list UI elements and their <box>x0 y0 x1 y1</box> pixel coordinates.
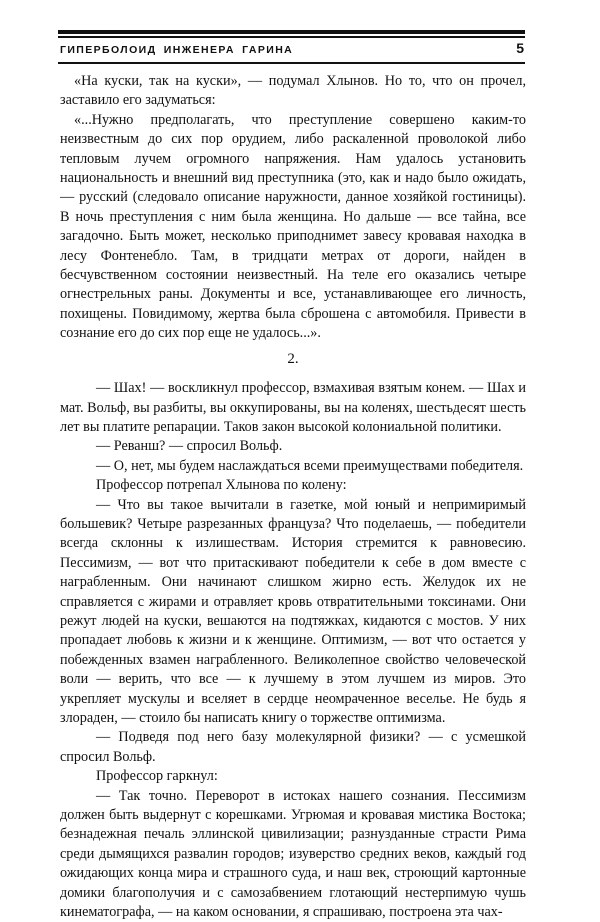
chapter-number: 2. <box>287 350 299 367</box>
paragraph: — Реванш? — спросил Вольф. <box>96 438 283 455</box>
paragraph: — Шах! — воскликнул профессор, взмахивая взятым конем. — Шах и мат. Вольф, вы разбиты, вы оккупированы, вы на коленях, шестьдесят шесть лет вы платите репарации. Таков закон высокой колониальной политики. <box>60 380 526 435</box>
body-text <box>60 72 526 922</box>
header-rule-top <box>58 30 525 34</box>
paragraph: Профессор потрепал Хлынова по колену: <box>96 477 347 494</box>
paragraph: «На куски, так на куски», — подумал Хлынов. Но то, что он прочел, заставило его задуматься: <box>60 73 526 109</box>
header-rule-bottom <box>58 62 525 64</box>
paragraph: — О, нет, мы будем наслаждаться всеми преимуществами победителя. <box>96 457 524 474</box>
paragraph: Профессор гаркнул: <box>96 768 218 785</box>
paragraph: «...Нужно предполагать, что преступление совершено каким-то неизвестным до сих пор орудием, либо раскаленной проволокой либо тепловым лучем огромного напряжения. Нам удалось установить национальность и внешний вид преступника (это, как и надо было ожидать, — русский (следовало описание наружности, данное хозяйкой гостиницы). В ночь преступления с ним была женщина. Но дальше — все тайна, все загадочно. Быть может, несколько приподнимет завесу кровавая находка в лесу Фонтенебло. Там, в тридцати метрах от дороги, найден в бесчувственном состоянии неизвестный. На теле его оказались четыре огнестрельных раны. Документы и все, устанавливающее его личность, похищены. Повидимому, жертва была сброшена с автомобиля. Привести в сознание его до сих пор еще не удалось...». <box>60 111 526 342</box>
paragraph: — Подведя под него базу молекулярной физики? — с усмешкой спросил Вольф. <box>60 729 526 765</box>
page-number: 5 <box>516 40 524 56</box>
header-rule-top-thin <box>58 36 525 38</box>
paragraph: — Так точно. Переворот в истоках нашего сознания. Пессимизм должен быть выдернут с корешками. Угрюмая и кровавая мистика Востока; безнадежная печаль эллинской цивилизации; разнузданные страсти Рима среди дымящихся развалин городов; изуверство средних веков, каждый год ожидающих конца мира и страшного суда, и наш век, строющий картонные домики благополучия и с самозабвением глотающий нестерпимую чушь кинематографа, — на каком основании, я спрашиваю, построена эта чах- <box>60 787 526 921</box>
paragraph: — Что вы такое вычитали в газетке, мой юный и непримиримый большевик? Четыре разрезанных француза? Что поделаешь, — победители всегда склонны к излишествам. История стремится к равновесию. Пессимизм, — вот что притаскивают победители к себе в дом вместе с награбленным. Они начинают слишком жирно есть. Желудок их не справляется с жирами и отравляет кровь отвратительными токсинами. Они режут людей на куски, вешаются на подтяжках, кидаются с мостов. У них пропадает любовь к жизни и к женщине. Оптимизм, — вот что остается у побежденных взамен награбленного. Великолепное свойство человеческой воли — верить, что все — к лучшему в этом лучшем из миров. Это укрепляет мускулы и вселяет в сердце неомраченное веселье. Не будь я злораден, — стоило бы написать книгу о торжестве оптимизма. <box>60 496 526 726</box>
running-title: ГИПЕРБОЛОИД ИНЖЕНЕРА ГАРИНА <box>60 44 294 56</box>
